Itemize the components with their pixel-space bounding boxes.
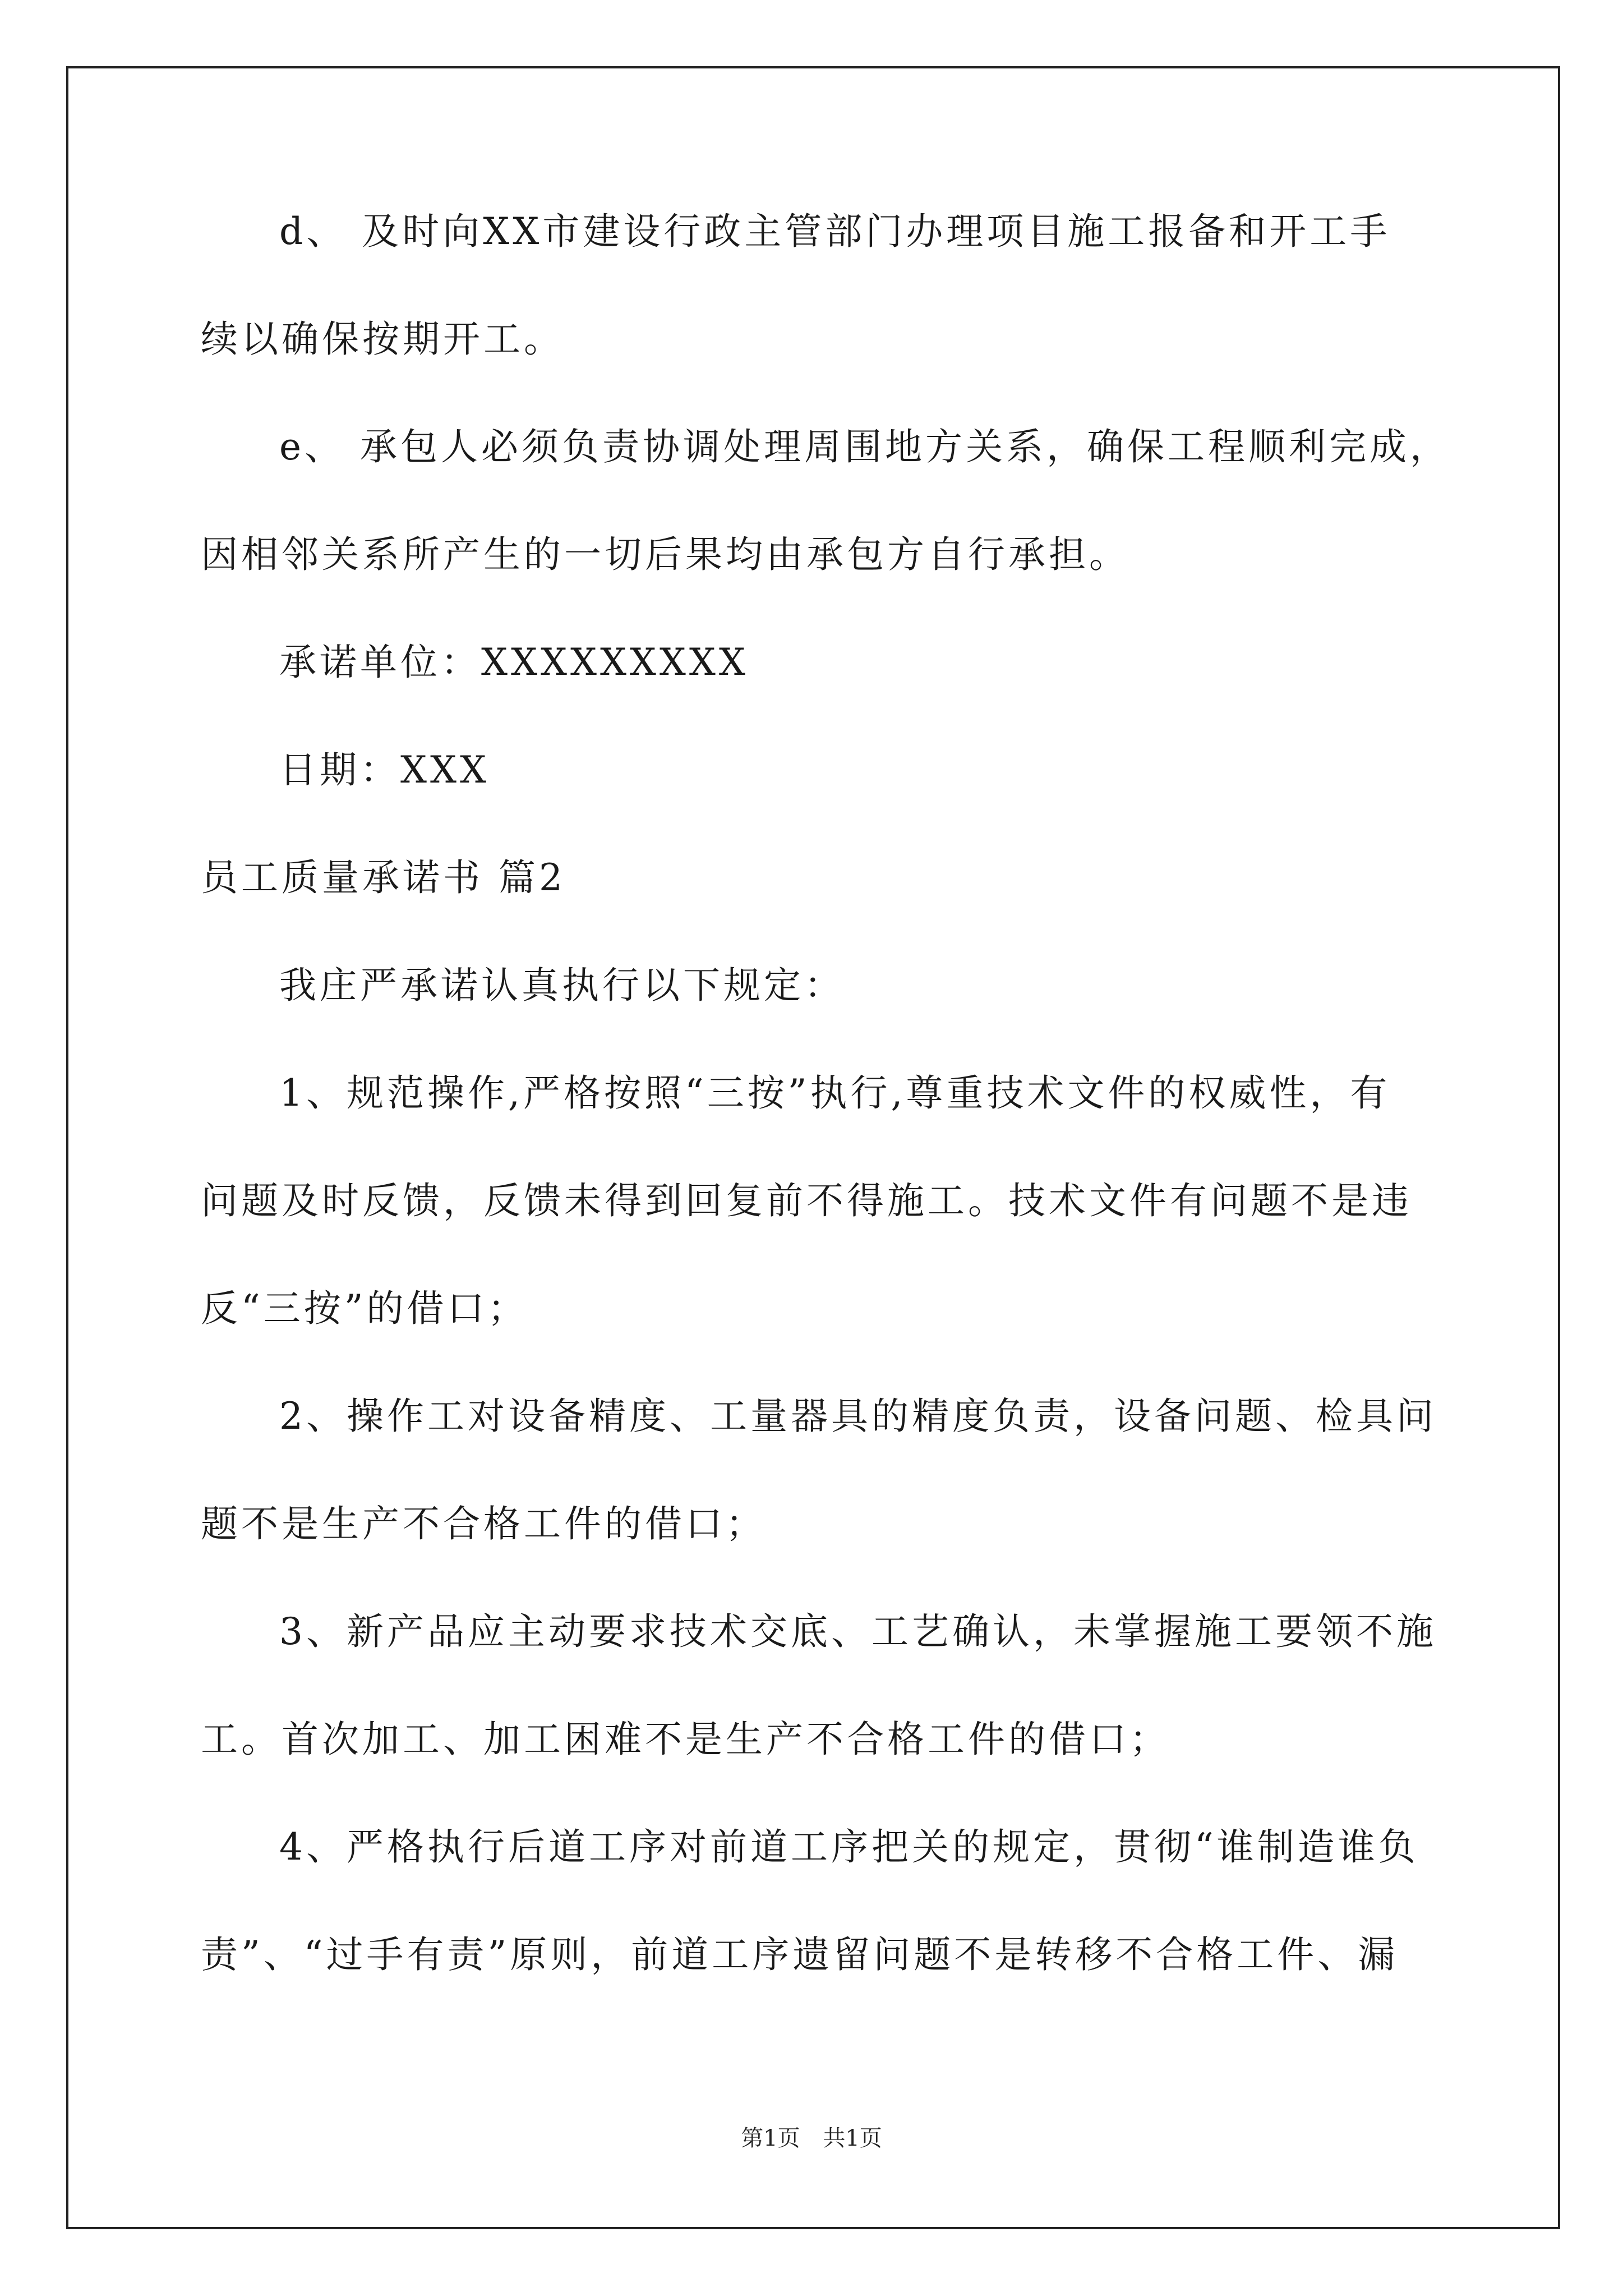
text-line: 题不是生产不合格工件的借口；: [201, 1502, 766, 1545]
text-line: 4、严格执行后道工序对前道工序把关的规定，贯彻“谁制造谁负: [279, 1825, 1419, 1869]
section-heading: 员工质量承诺书 篇2: [201, 856, 566, 899]
text-line: 工。首次加工、加工困难不是生产不合格工件的借口；: [201, 1718, 1170, 1761]
page-footer: [0, 2127, 1623, 2150]
page-number: 第1页: [741, 2125, 800, 2151]
text-line: 问题及时反馈，反馈未得到回复前不得施工。技术文件有问题不是违: [201, 1179, 1412, 1222]
signature-unit: 承诺单位：XXXXXXXXX: [279, 641, 749, 684]
text-line: 3、新产品应主动要求技术交底、工艺确认，未掌握施工要领不施: [279, 1610, 1437, 1653]
text-line: 续以确保按期开工。: [201, 318, 564, 361]
text-line: 责”、“过手有责”原则，前道工序遗留问题不是转移不合格工件、漏: [201, 1933, 1399, 1976]
text-line: 因相邻关系所产生的一切后果均由承包方自行承担。: [201, 533, 1129, 576]
page-total: 共1页: [823, 2125, 882, 2151]
text-line: e、 承包人必须负责协调处理周围地方关系，确保工程顺利完成，: [279, 425, 1451, 468]
text-line: 反“三按”的借口；: [201, 1287, 528, 1330]
text-line: 1、规范操作,严格按照“三按”执行,尊重技术文件的权威性，有: [279, 1071, 1391, 1115]
text-line: d、 及时向XX市建设行政主管部门办理项目施工报备和开工手: [279, 210, 1391, 253]
signature-date: 日期：XXX: [279, 748, 490, 792]
text-line: 2、操作工对设备精度、工量器具的精度负责，设备问题、检具问: [279, 1395, 1437, 1438]
page-border: [66, 66, 1560, 2229]
text-line: 我庄严承诺认真执行以下规定：: [279, 964, 845, 1007]
